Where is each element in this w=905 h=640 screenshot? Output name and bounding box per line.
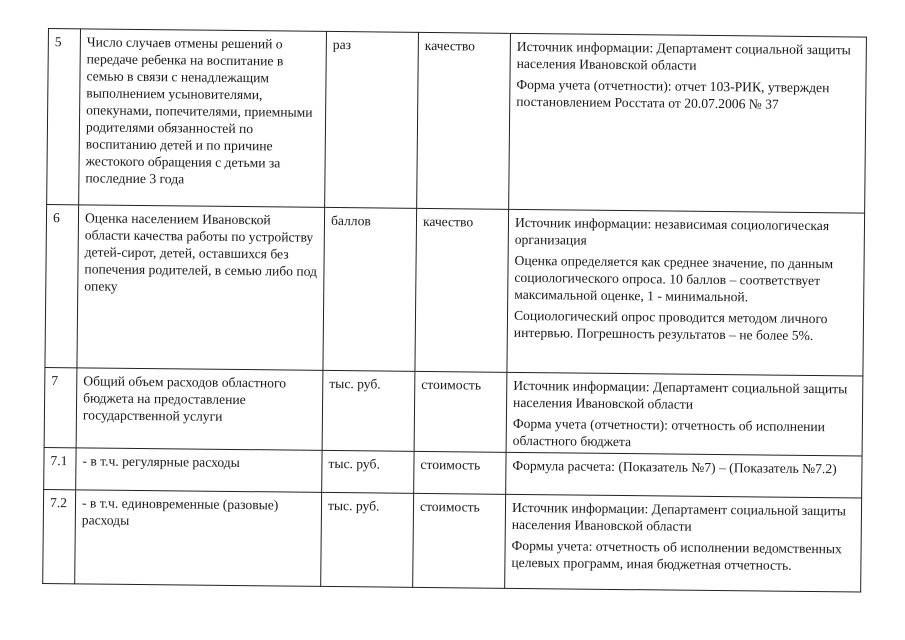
indicator-type: стоимость [414, 371, 507, 452]
source-paragraph: Источник информации: Департамент социальной защиты населения Ивановской области [513, 377, 848, 412]
unit-of-measure: тыс. руб. [322, 370, 415, 451]
row-number: 7.2 [43, 489, 76, 583]
source-paragraph: Источник информации: независимая социологическая организация [514, 214, 830, 248]
table-row [44, 367, 863, 456]
source-cell [505, 494, 862, 592]
source-paragraph: Форма учета (отчетности): отчетность об исполнении областного бюджета [512, 415, 826, 450]
unit-of-measure: раз [325, 31, 419, 208]
row-number: 5 [47, 29, 81, 205]
indicator-name: - в т.ч. единовременные (разовые) расходы [75, 490, 322, 587]
source-cell [507, 209, 865, 376]
indicator-type: качество [415, 208, 509, 372]
source-paragraph: Формы учета: отчетность об исполнении ведомственных целевых программ, иная бюджетная отчетность. [511, 537, 842, 573]
indicator-name: Общий объем расходов областного бюджета на предоставление государственной услуги [76, 368, 323, 451]
table-row [45, 204, 865, 376]
row-number: 7.1 [44, 447, 76, 489]
indicators-table [42, 28, 867, 593]
indicator-name: - в т.ч. регулярные расходы [76, 448, 322, 493]
source-cell [506, 372, 863, 456]
source-paragraph: Формула расчета: (Показатель №7) – (Показатель №7.2) [512, 457, 837, 477]
source-cell [506, 452, 862, 498]
table-row [43, 489, 862, 592]
indicator-type: стоимость [414, 451, 506, 494]
unit-of-measure: тыс. руб. [321, 492, 414, 587]
source-paragraph: Форма учета (отчетности): отчет 103-РИК, утвержден постановлением Росстата от 20.07.2006 № 37 [516, 76, 830, 112]
row-number: 6 [45, 204, 79, 367]
source-paragraph: Социологический опрос проводится методом личного интервью. Погрешность результатов – не более 5%. [513, 307, 828, 344]
source-paragraph: Оценка определяется как среднее значение, по данным социологического опроса. 10 баллов – соответствует максимальной оценке, 1 - минимальной. [514, 252, 834, 305]
source-paragraph: Источник информации: Департамент социальной защиты населения Ивановской области [511, 499, 847, 534]
source-cell [509, 33, 867, 213]
indicator-name: Оценка населением Ивановской области качества работы по устройству детей-сирот, детей, оставшихся без попечения родителей, в семью либо под опеку [77, 205, 325, 371]
indicator-type: стоимость [413, 493, 506, 588]
source-paragraph: Источник информации: Департамент социальной защиты населения Ивановской области [516, 38, 851, 73]
table-row [47, 29, 867, 214]
row-number: 7 [44, 367, 77, 447]
unit-of-measure: баллов [323, 207, 417, 371]
unit-of-measure: тыс. руб. [322, 450, 414, 493]
indicator-name: Число случаев отмены решений о передаче ребенка на воспитание в семью в связи с ненадлежащим выполнением усыновителями, опекунами, попечителями, приемными родителями обязанностей по воспитанию детей и по причине жестокого обращения с детьми за последние 3 года [79, 29, 327, 208]
indicator-type: качество [417, 32, 511, 209]
